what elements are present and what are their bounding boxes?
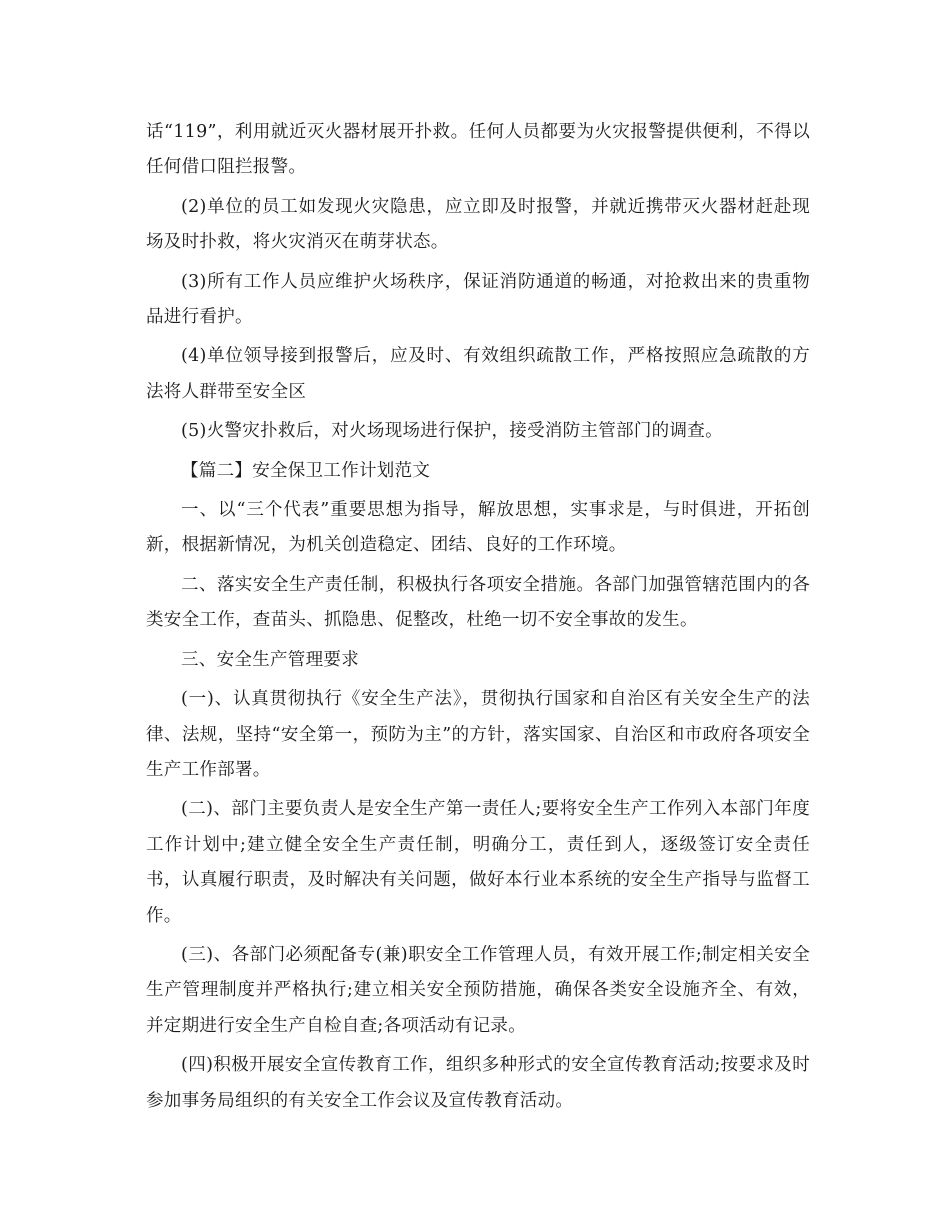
section-heading-part-two: 【篇二】安全保卫工作计划范文 xyxy=(181,460,431,481)
paragraph-fire-report-continuation: 话“119”，利用就近灭火器材展开扑救。任何人员都要为火灾报警提供便利，不得以任何借口阻拦报警。 xyxy=(146,122,810,178)
paragraph-requirement-2: (二)、部门主要负责人是安全生产第一责任人;要将安全生产工作列入本部门年度工作计划中;建立健全安全生产责任制，明确分工，责任到人，逐级签订安全责任书，认真履行职责，及时解决有关问题，做好本行业本系统的安全生产指导与监督工作。 xyxy=(146,799,810,926)
document-page xyxy=(146,115,810,1123)
paragraph-item-4: (4)单位领导接到报警后，应及时、有效组织疏散工作，严格按照应急疏散的方法将人群带至安全区 xyxy=(146,346,810,402)
paragraph-requirement-1: (一)、认真贯彻执行《安全生产法》，贯彻执行国家和自治区有关安全生产的法律、法规，坚持“安全第一，预防为主”的方针，落实国家、自治区和市政府各项安全生产工作部署。 xyxy=(146,689,810,780)
paragraph-requirement-3: (三)、各部门必须配备专(兼)职安全工作管理人员，有效开展工作;制定相关安全生产管理制度并严格执行;建立相关安全预防措施，确保各类安全设施齐全、有效，并定期进行安全生产自检自查;各项活动有记录。 xyxy=(146,944,810,1036)
paragraph-item-3: (3)所有工作人员应维护火场秩序，保证消防通道的畅通，对抢救出来的贵重物品进行看护。 xyxy=(146,271,810,328)
paragraph-section-two: 二、落实安全生产责任制，积极执行各项安全措施。各部门加强管辖范围内的各类安全工作，查苗头、抓隐患、促整改，杜绝一切不安全事故的发生。 xyxy=(146,574,810,631)
paragraph-section-one: 一、以“三个代表”重要思想为指导，解放思想，实事求是，与时俱进，开拓创新，根据新情况，为机关创造稳定、团结、良好的工作环境。 xyxy=(146,500,810,556)
paragraph-item-5: (5)火警灾扑救后，对火场现场进行保护，接受消防主管部门的调查。 xyxy=(181,421,723,442)
paragraph-item-2: (2)单位的员工如发现火灾隐患，应立即及时报警，并就近携带灭火器材赶赴现场及时扑救，将火灾消灭在萌芽状态。 xyxy=(146,196,810,253)
paragraph-section-three-heading: 三、安全生产管理要求 xyxy=(181,649,359,670)
paragraph-requirement-4: (四)积极开展安全宣传教育工作，组织多种形式的安全宣传教育活动;按要求及时参加事务局组织的有关安全工作会议及宣传教育活动。 xyxy=(146,1055,810,1111)
